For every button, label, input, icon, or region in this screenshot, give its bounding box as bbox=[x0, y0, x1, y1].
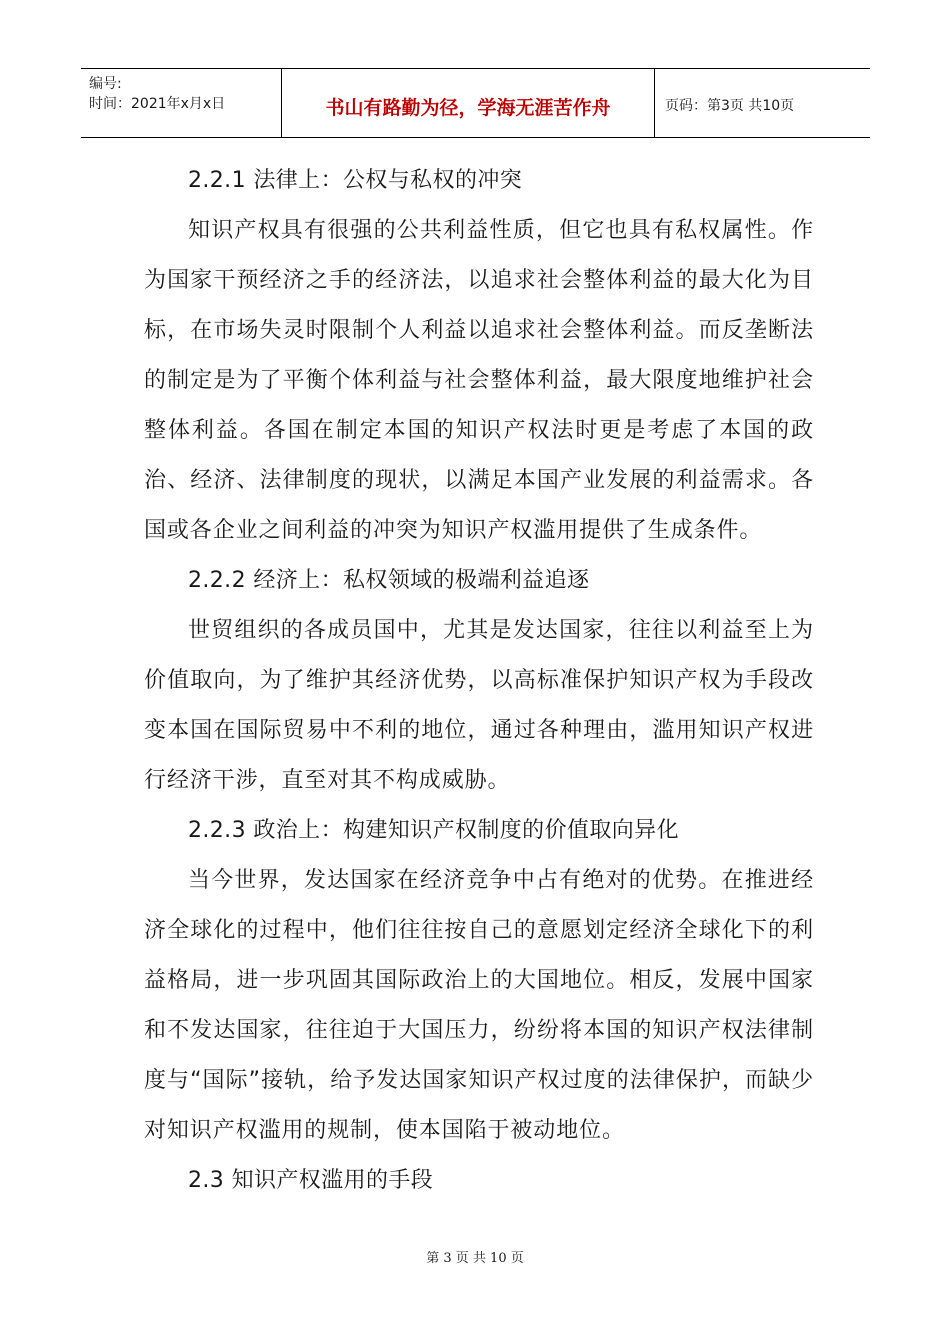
header-page-cell bbox=[655, 69, 870, 137]
section-heading: 2.2.2 经济上：私权领域的极端利益追逐 bbox=[188, 568, 590, 593]
section-heading: 2.3 知识产权滥用的手段 bbox=[188, 1168, 434, 1193]
section-heading: 2.2.3 政治上：构建知识产权制度的价值取向异化 bbox=[188, 818, 679, 843]
document-code-label: 编号: bbox=[89, 76, 122, 92]
header-page-number: 页码：第3页 共10页 bbox=[665, 98, 795, 114]
body-paragraph: 知识产权具有很强的公共利益性质，但它也具有私权属性。作为国家干预经济之手的经济法，以追求社会整体利益的最大化为目标，在市场失灵时限制个人利益以追求社会整体利益。而反垄断法的制定是为了平衡个体利益与社会整体利益，最大限度地维护社会整体利益。各国在制定本国的知识产权法时更是考虑了本国的政治、经济、法律制度的现状，以满足本国产业发展的利益需求。各国或各企业之间利益的冲突为知识产权滥用提供了生成条件。 bbox=[144, 218, 814, 543]
header-motto: 书山有路勤为径，学海无涯苦作舟 bbox=[325, 97, 611, 119]
document-date-label: 时间：2021年x月x日 bbox=[89, 96, 226, 112]
body-paragraph: 世贸组织的各成员国中，尤其是发达国家，往往以利益至上为价值取向，为了维护其经济优势，以高标准保护知识产权为手段改变本国在国际贸易中不利的地位，通过各种理由，滥用知识产权进行经济干涉，直至对其不构成威胁。 bbox=[144, 618, 814, 793]
page-header bbox=[81, 68, 870, 138]
header-motto-cell bbox=[282, 69, 655, 137]
section-heading: 2.2.1 法律上：公权与私权的冲突 bbox=[188, 168, 523, 193]
page-footer: 第 3 页 共 10 页 bbox=[426, 1251, 524, 1266]
header-meta-cell bbox=[81, 69, 282, 137]
document-body bbox=[144, 156, 814, 1206]
body-paragraph: 当今世界，发达国家在经济竞争中占有绝对的优势。在推进经济全球化的过程中，他们往往按自己的意愿划定经济全球化下的利益格局，进一步巩固其国际政治上的大国地位。相反，发展中国家和不发达国家，往往迫于大国压力，纷纷将本国的知识产权法律制度与“国际”接轨，给予发达国家知识产权过度的法律保护，而缺少对知识产权滥用的规制，使本国陷于被动地位。 bbox=[144, 868, 814, 1143]
